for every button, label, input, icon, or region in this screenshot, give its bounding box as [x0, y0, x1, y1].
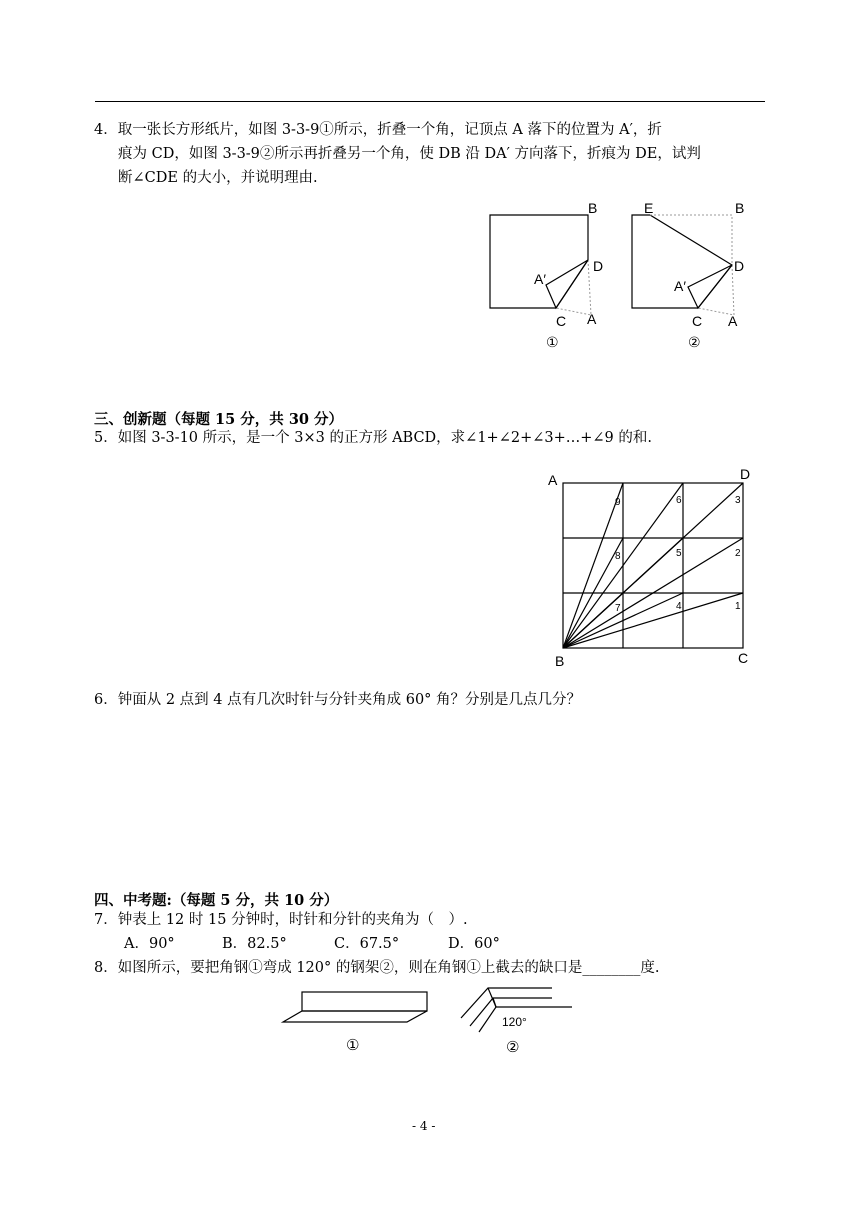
q6-text: 6．钟面从 2 点到 4 点有几次时针与分针夹角成 60° 角？分别是几点几分？ — [94, 692, 582, 708]
angle-number-1: 1 — [735, 601, 741, 612]
fig1-label-C: C — [556, 313, 567, 329]
fig1-label-D: D — [593, 258, 604, 274]
angle-120-label: 120° — [502, 1015, 527, 1029]
q5-text: 5．如图 3-3-10 所示，是一个 3×3 的正方形 ABCD，求∠1+∠2+∠3+…+∠9 的和. — [94, 430, 653, 446]
q5-label-D: D — [740, 466, 751, 482]
q5-grid-figure — [540, 463, 760, 673]
q7-option-b: B．82.5° — [222, 936, 287, 952]
section-3-heading: 三、创新题（每题 15 分，共 30 分） — [94, 411, 344, 428]
q5-label-B: B — [555, 653, 565, 669]
page-number: - 4 - — [412, 1119, 436, 1133]
q7-option-a: A．90° — [124, 936, 175, 952]
q8-text: 8．如图所示，要把角钢①弯成 120° 的钢架②，则在角钢①上截去的缺口是________度. — [94, 960, 660, 976]
q8-fig1-caption: ① — [346, 1037, 360, 1054]
fig1-label-B: B — [588, 200, 598, 216]
fig1-label-A: A — [587, 311, 597, 327]
q5-label-C: C — [738, 650, 749, 666]
fig2-label-D: D — [734, 258, 745, 274]
angle-number-5: 5 — [676, 548, 682, 559]
angle-number-4: 4 — [676, 601, 682, 612]
fig2-label-A-prime: A′ — [674, 278, 686, 294]
q8-figures — [280, 980, 590, 1060]
angle-number-6: 6 — [676, 495, 682, 506]
angle-iron-1 — [283, 992, 427, 1022]
q4-figure-2 — [632, 200, 744, 350]
section-4-heading: 四、中考题:（每题 5 分，共 10 分） — [94, 892, 339, 909]
fig2-label-B: B — [735, 200, 745, 216]
fig1-caption: ① — [546, 334, 559, 350]
q4-figures — [470, 195, 770, 355]
angle-number-2: 2 — [735, 548, 741, 559]
fig2-label-C: C — [692, 313, 703, 329]
fig2-label-E: E — [644, 200, 654, 216]
q4-line-1: 4．取一张长方形纸片，如图 3-3-9①所示，折叠一个角，记顶点 A 落下的位置为 A′，折 — [94, 122, 662, 138]
angle-number-9: 9 — [615, 497, 621, 508]
q7-option-c: C．67.5° — [334, 936, 400, 952]
q4-figure-1 — [490, 200, 603, 350]
q5-label-A: A — [548, 472, 558, 488]
q4-line-3: 断∠CDE 的大小，并说明理由. — [118, 170, 318, 186]
q4-line-2: 痕为 CD，如图 3-3-9②所示再折叠另一个角，使 DB 沿 DA′ 方向落下，折痕为 DE，试判 — [118, 146, 701, 162]
q7-option-d: D．60° — [448, 936, 500, 952]
angle-number-3: 3 — [735, 495, 741, 506]
fig2-label-A: A — [728, 313, 738, 329]
angle-number-7: 7 — [615, 603, 621, 614]
angle-number-8: 8 — [615, 551, 621, 562]
fig2-caption: ② — [688, 334, 701, 350]
q7-text: 7．钟表上 12 时 15 分钟时，时针和分针的夹角为（ ）. — [94, 912, 468, 928]
fig1-label-A-prime: A′ — [534, 271, 546, 287]
header-rule — [95, 101, 765, 102]
q8-fig2-caption: ② — [506, 1039, 520, 1056]
